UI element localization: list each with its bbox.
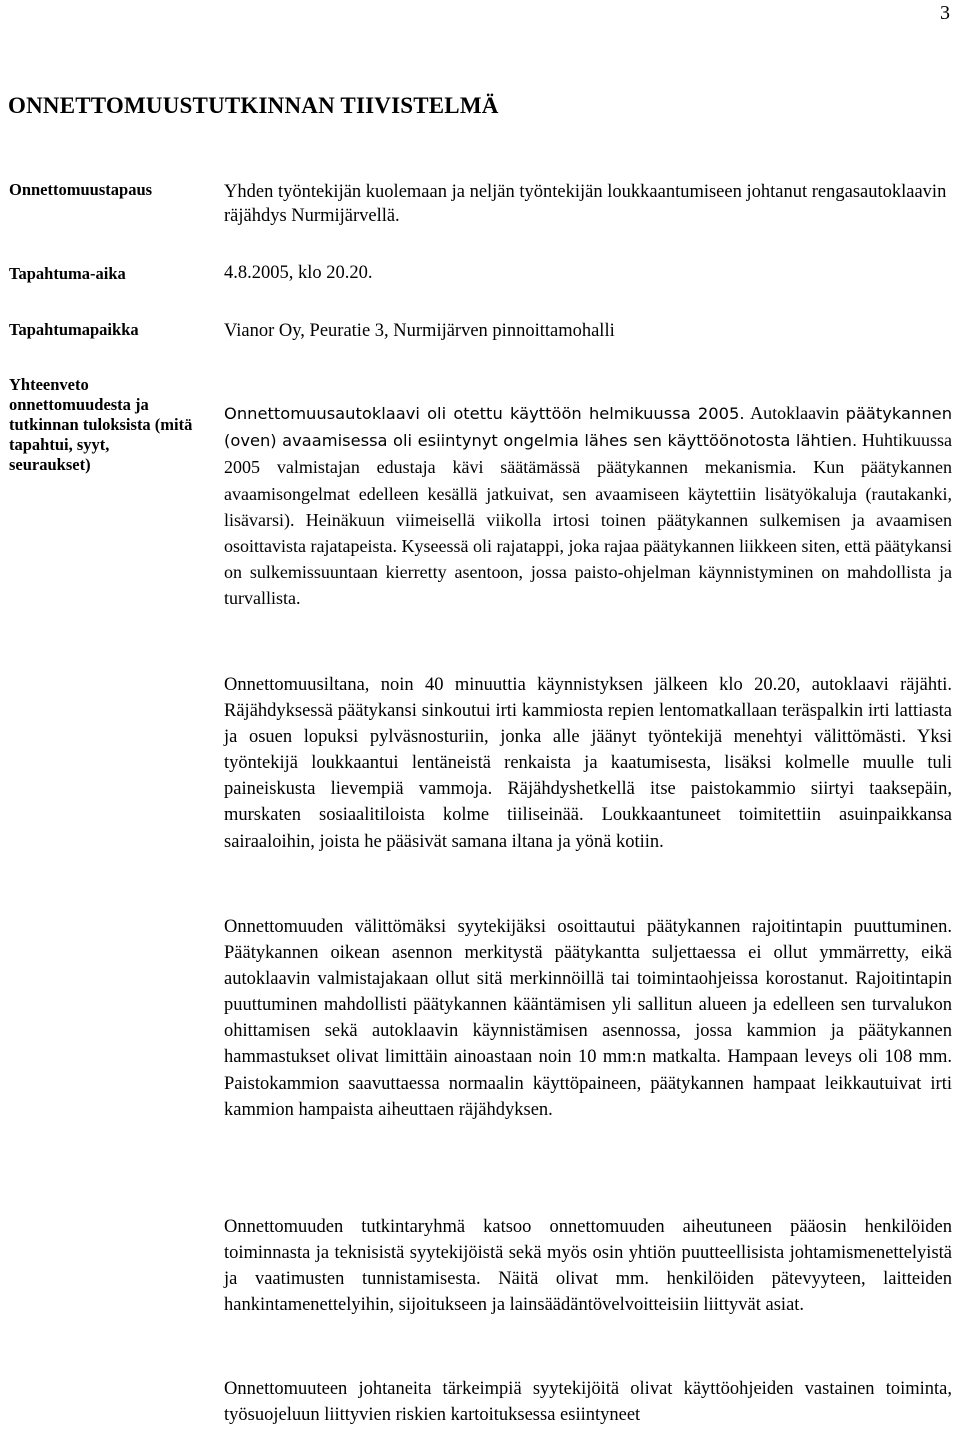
paragraph-1-sans-part-a: Onnettomuusautoklaavi oli otettu käyttöön helmikuussa 2005. (224, 404, 745, 423)
paragraph-1-serif-part-c: Kun päätykannen avaamisongelmat edelleen kesällä jatkuivat, sen avaamiseen käytettiin lisätyökaluja (rautakanki, lisävarsi). Heinäkuun viimeisellä viikolla irtosi toinen päätykannen sulkemisen ja avaamisen osoittavista rajatapeista. Kyseessä oli rajatappi, joka rajaa päätykannen liikkeen siten, että päätykansi on sulkemissuuntaan kierretty asentoon, jossa paisto-ohjelman käynnistyminen on mahdollista ja turvallista. (224, 457, 952, 609)
value-event: Yhden työntekijän kuolemaan ja neljän työntekijän loukkaantumiseen johtanut rengasautoklaavin räjähdys Nurmijärvellä. (224, 182, 947, 226)
label-time: Tapahtuma-aika (9, 264, 126, 283)
label-summary: Yhteenveto onnettomuudesta ja tutkinnan tuloksista (mitä tapahtui, syyt, seuraukset) (9, 375, 193, 474)
summary-paragraph-4: Onnettomuuden tutkintaryhmä katsoo onnettomuuden aiheutuneen pääosin henkilöiden toiminnasta ja teknisistä syytekijöistä sekä myös osin yhtiön puutteellisista johtamismenettelyistä ja vaatimusten tunnistamisesta. Näitä olivat mm. henkilöiden pätevyyteen, laitteiden hankintamenettelyihin, sijoitukseen ja lainsäädäntövelvoitteisiin liittyvät asiat. (224, 1217, 952, 1316)
page-title: ONNETTOMUUSTUTKINNAN TIIVISTELMÄ (8, 93, 499, 118)
paragraph-1-sans-part-b: päätykannen (oven) avaamisessa oli esiintynyt ongelmia lähes sen käyttöönotosta lähtien. (224, 404, 953, 451)
label-place: Tapahtumapaikka (9, 320, 139, 339)
value-time: 4.8.2005, klo 20.20. (224, 263, 373, 283)
page-number: 3 (940, 2, 950, 24)
summary-paragraph-2: Onnettomuusiltana, noin 40 minuuttia käynnistyksen jälkeen klo 20.20, autoklaavi räjähti. Räjähdyksessä päätykansi sinkoutui irti kammiosta repien lentomatkallaan teräspalkin irti lattiasta ja osuen lopuksi pylväsnosturiin, jonka alle jäänyt työntekijä menehtyi välittömästi. Yksi työntekijä loukkaantui lentäneistä renkaista ja kaatumisesta, lisäksi kolmelle muulle tuli paineiskusta lievempiä vammoja. Räjähdyshetkellä itse paistokammio siirtyi taaksepäin, murskaten sosiaalitiloista kolme tiiliseinää. Loukkaantuneet toimitettiin asuinpaikkansa sairaaloihin, joista he pääsivät samana iltana ja yönä kotiin. (224, 675, 952, 852)
summary-paragraph-3: Onnettomuuden välittömäksi syytekijäksi osoittautui päätykannen rajoitintapin puuttuminen. Päätykannen oikean asennon merkitystä päätykantta suljettaessa ei ollut ymmärretty, eikä autoklaavin valmistajakaan ollut sitä merkinnöillä tai toimintaohjeissa korostanut. Rajoitintapin puuttuminen mahdollisti päätykannen kääntämisen yli sallitun alueen ja edelleen sen turvalukon ohittamisen sekä autoklaavin käynnistämisen asennossa, jossa kammion ja päätykannen hammastukset olivat limittäin ainoastaan noin 10 mm:n matkalta. Hampaan leveys oli 108 mm. Paistokammion saavuttaessa normaalin käyttöpaineen, päätykannen hampaat leikkautuivat irti kammion hampaista aiheuttaen räjähdyksen. (224, 917, 952, 1120)
label-event: Onnettomuustapaus (9, 180, 153, 199)
summary-paragraph-1 (224, 400, 952, 612)
paragraph-1-serif-part-b: Huhtikuussa 2005 valmistajan edustaja kävi säätämässä päätykannen mekanismia. (224, 430, 952, 478)
summary-paragraph-5: Onnettomuuteen johtaneita tärkeimpiä syytekijöitä olivat käyttöohjeiden vastainen toiminta, työsuojeluun liittyvien riskien kartoituksessa esiintyneet (224, 1379, 952, 1426)
paragraph-1-serif-part-a: Autoklaavin (744, 403, 840, 423)
value-place: Vianor Oy, Peuratie 3, Nurmijärven pinnoittamohalli (224, 321, 615, 341)
